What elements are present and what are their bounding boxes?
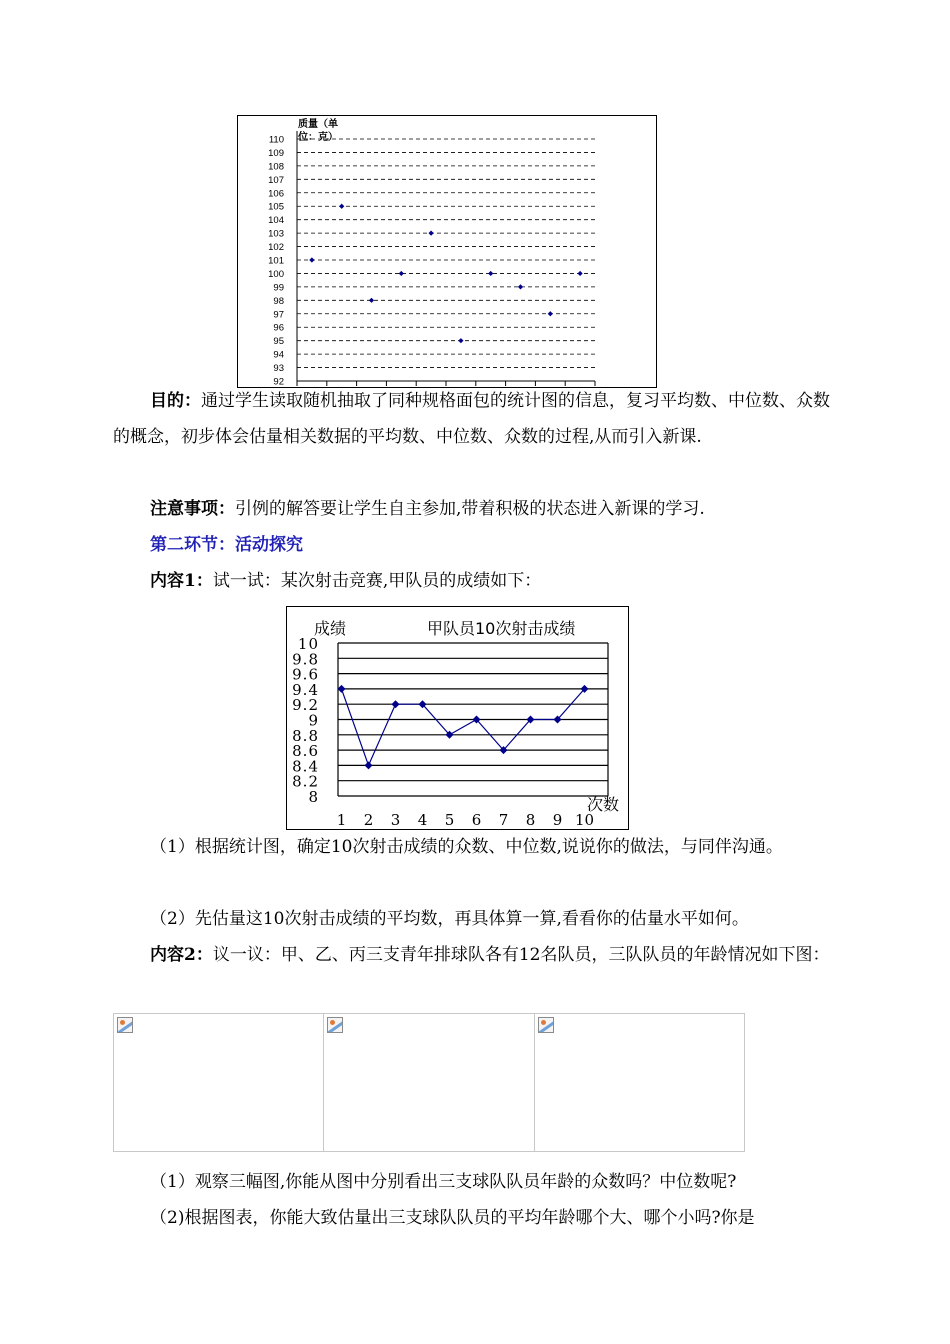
data-point (338, 685, 346, 693)
purpose-paragraph (113, 383, 837, 455)
y-tick-label: 9.8 (292, 650, 319, 669)
data-point (548, 311, 553, 316)
data-point (309, 257, 314, 262)
content-1-paragraph (113, 563, 837, 599)
content-2-paragraph (113, 937, 837, 973)
bread-weight-chart (237, 115, 657, 388)
data-point (369, 298, 374, 303)
y-tick-label: 104 (268, 215, 284, 227)
y-tick-label: 107 (268, 174, 284, 186)
content-1-body: 试一试：某次射击竞赛,甲队员的成绩如下： (212, 571, 542, 591)
data-point (518, 284, 523, 289)
question-1: （1）根据统计图，确定10次射击成绩的众数、中位数,说说你的做法，与同伴沟通。 (150, 837, 783, 857)
y-tick-label: 10 (297, 635, 319, 653)
y-tick-label: 98 (273, 295, 284, 307)
x-tick-label: 6 (471, 811, 482, 829)
y-tick-label: 8.6 (292, 742, 319, 761)
content-1-label: 内容1： (150, 571, 213, 591)
notes-label: 注意事项： (150, 499, 235, 519)
data-point (578, 271, 583, 276)
y-tick-label: 9.2 (292, 696, 319, 715)
y-tick-label: 9 (308, 711, 319, 730)
question-4: （2)根据图表，你能大致估量出三支球队队员的平均年龄哪个大、哪个小吗?你是 (150, 1208, 755, 1228)
x-tick-label: 7 (498, 811, 509, 829)
x-axis-title: 次数 (587, 795, 620, 814)
y-tick-label: 95 (273, 336, 284, 348)
y-tick-label: 101 (268, 255, 284, 267)
data-point (488, 271, 493, 276)
x-tick-label: 3 (390, 811, 401, 829)
team-age-images (113, 1013, 745, 1152)
data-point (399, 271, 404, 276)
team-b-image (324, 1013, 534, 1152)
broken-image-icon (327, 1017, 343, 1033)
question-3: （1）观察三幅图,你能从图中分别看出三支球队队员年龄的众数吗？中位数呢? (150, 1172, 737, 1192)
chart-title: 甲队员10次射击成绩 (427, 619, 576, 638)
y-tick-label: 8.2 (292, 772, 319, 791)
y-tick-label: 100 (268, 268, 284, 280)
team-c-image (535, 1013, 745, 1152)
broken-image-icon (538, 1017, 554, 1033)
shooting-score-chart-svg (287, 607, 630, 831)
series-line (342, 689, 585, 766)
section-2-title: 第二环节：活动探究 (150, 535, 303, 555)
content-2-body: 议一议：甲、乙、丙三支青年排球队各有12名队员，三队队员的年龄情况如下图： (212, 945, 830, 965)
y-tick-label: 92 (273, 376, 284, 388)
y-axis-title: 成绩 (314, 619, 347, 638)
y-tick-label: 105 (268, 201, 284, 213)
team-a-image (113, 1013, 324, 1152)
y-tick-label: 8 (308, 788, 319, 806)
x-tick-label: 8 (525, 811, 536, 829)
y-tick-label: 99 (273, 282, 284, 294)
y-tick-label: 8.4 (292, 757, 319, 776)
x-tick-label: 2 (363, 811, 374, 829)
y-tick-label: 93 (273, 363, 284, 375)
y-tick-label: 106 (268, 188, 284, 200)
y-tick-label: 108 (268, 161, 284, 173)
data-point (339, 204, 344, 209)
y-tick-label: 9.6 (292, 665, 319, 684)
x-tick-label: 10 (574, 811, 595, 829)
section-heading (113, 527, 837, 563)
data-point (392, 700, 400, 708)
x-tick-label: 5 (444, 811, 455, 829)
y-tick-label: 8.8 (292, 726, 319, 745)
y-tick-label: 102 (268, 242, 284, 254)
purpose-label: 目的： (150, 391, 201, 411)
question-2: （2）先估量这10次射击成绩的平均数，再具体算一算,看看你的估量水平如何。 (150, 909, 749, 929)
y-tick-label: 9.4 (292, 680, 319, 699)
data-point (429, 231, 434, 236)
y-tick-label: 103 (268, 228, 284, 240)
data-point (365, 761, 373, 769)
content-2-label: 内容2： (150, 945, 213, 965)
notes-body: 引例的解答要让学生自主参加,带着积极的状态进入新课的学习. (235, 499, 705, 519)
x-tick-label: 9 (552, 811, 563, 829)
data-point (458, 338, 463, 343)
y-tick-label: 110 (268, 134, 284, 146)
y-tick-label: 96 (273, 322, 284, 334)
broken-image-icon (117, 1017, 133, 1033)
y-tick-label: 109 (268, 147, 284, 159)
y-tick-label: 94 (273, 349, 284, 361)
y-tick-label: 97 (273, 309, 284, 321)
shooting-score-chart (286, 606, 629, 830)
y-axis-title-line1: 质量（单 (298, 119, 338, 130)
notes-paragraph (113, 491, 837, 527)
y-axis-title-line2: 位：克） (298, 132, 338, 143)
purpose-body: 通过学生读取随机抽取了同种规格面包的统计图的信息，复习平均数、中位数、众数的概念，初步体会估量相关数据的平均数、中位数、众数的过程,从而引入新课. (113, 391, 830, 447)
bread-weight-chart-svg (238, 116, 658, 389)
x-tick-label: 1 (336, 811, 347, 829)
x-tick-label: 4 (417, 811, 428, 829)
